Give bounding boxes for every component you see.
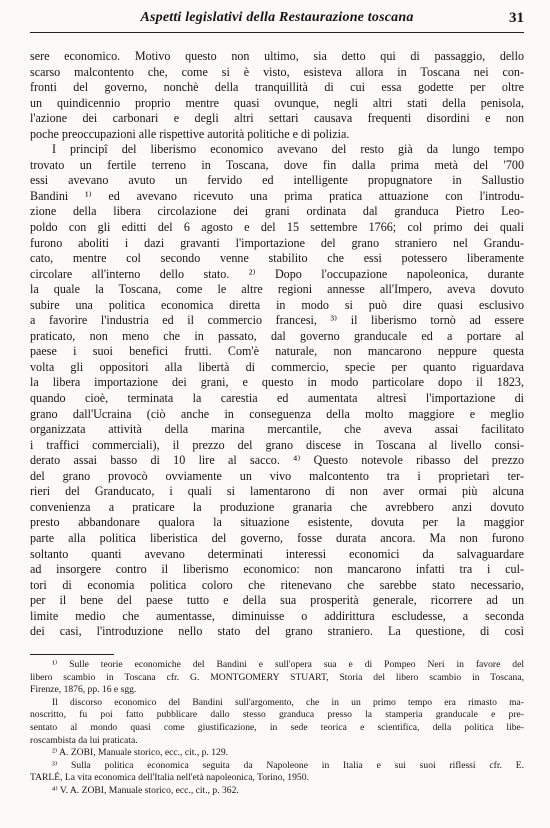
body-line: un quindicennio proprio mentre quasi ovunque, negli altri stati della penisola, xyxy=(30,95,524,110)
body-line: limite medio che aumentasse, diminuisse o addirittura escludesse, a seconda xyxy=(30,608,524,623)
body-line: parte alla politica liberistica del governo, fosse durata ancora. Ma non furono xyxy=(30,530,524,545)
body-line: a favorire l'industria ed il commercio francesi, ³⁾ il liberismo tornò ad essere xyxy=(30,313,524,328)
body-line: la quale la Toscana, come le altre regioni annesse all'Impero, aveva dovuto xyxy=(30,282,524,297)
footnote-line: TARLÉ, La vita economica dell'Italia nell'età napoleonica, Torino, 1950. xyxy=(30,772,309,784)
body-line: dei casi, l'introduzione nello stato del grano straniero. La questione, di così xyxy=(30,624,524,639)
footnote-line: Firenze, 1876, pp. 16 e sgg. xyxy=(30,684,137,696)
body-line: volta gli oppositori alla libertà di commercio, specie per quanto riguardava xyxy=(30,359,524,374)
footnote-line: ⁴⁾ V. A. ZOBI, Manuale storico, ecc., cit., p. 362. xyxy=(52,784,239,796)
body-line: convenienza a praticare la produzione granaria che avrebbero anzi dovuto xyxy=(30,499,524,514)
running-header xyxy=(30,8,524,32)
body-line: fronti del governo, nonchè della tranquillità di cui essa godette per oltre xyxy=(30,80,524,95)
page-number: 31 xyxy=(509,10,524,26)
body-line: presto abbandonare qualora la situazione esistente, dovuta per la maggior xyxy=(30,515,524,530)
body-line: tori di economia politica coloro che ritenevano che sarebbe stato necessario, xyxy=(30,577,524,592)
body-line: praticato, non meno che in passato, dal governo granducale ed a portare al xyxy=(30,328,524,343)
body-line: soltanto quanti avevano determinati interessi economici da salvaguardare xyxy=(30,546,524,561)
body-line: sere economico. Motivo questo non ultimo, sia detto qui di passaggio, dello xyxy=(30,49,524,63)
body-line: I principî del liberismo economico avevano del resto già da lungo tempo xyxy=(52,142,524,157)
body-line: zione della libera circolazione dei grani ordinata dal granduca Pietro Leo- xyxy=(30,204,524,219)
body-line: circolare all'interno dello stato. ²⁾ Dopo l'occupazione napoleonica, durante xyxy=(30,266,524,281)
body-line: grano dall'Ucraina (ciò anche in conseguenza della molto maggiore e meglio xyxy=(30,406,524,421)
footnote-rule xyxy=(30,654,114,655)
body-line: rieri del Granducato, i quali si lamentarono di non aver ormai più alcuna xyxy=(30,484,524,499)
body-line: trovato un fertile terreno in Toscana, dove fin dalla prima metà del '700 xyxy=(30,157,524,172)
footnote-line: roscambista da lui praticata. xyxy=(30,734,138,746)
body-line: paese i suoi benefici frutti. Com'è naturale, non mancarono neppure questa xyxy=(30,344,524,359)
body-line: ad insorgere contro il liberismo economico: non mancarono infatti tra i cul- xyxy=(30,562,524,577)
body-line: Bandini ¹⁾ ed avevano ricevuto una prima pratica attuazione con l'introdu- xyxy=(30,188,524,203)
footnote-line: sentato al mondo quasi come giustificazione, in sede teorica e scientifica, della politica libe- xyxy=(30,721,524,733)
body-line: essi avevano avuto un fervido ed intelligente propugnatore in Sallustio xyxy=(30,173,524,188)
footnote-text xyxy=(30,659,524,798)
running-title: Aspetti legislativi della Restaurazione toscana xyxy=(140,10,414,25)
body-line: organizzata attività della marina mercantile, che aveva assai facilitato xyxy=(30,422,524,437)
body-line: poldo con gli editti del 6 agosto e del 15 settembre 1766; col primo dei quali xyxy=(30,220,524,235)
page xyxy=(30,8,524,640)
body-line: per il bene del paese tutto e della sua prosperità generale, ricorrere ad un xyxy=(30,593,524,608)
body-line: cato, mentre col secondo venne stabilito che essi potessero liberamente xyxy=(30,251,524,266)
body-text xyxy=(30,49,524,640)
body-line: i traffici commerciali), il prezzo del grano discese in Toscana al livello consi- xyxy=(30,437,524,452)
footnote-line: ²⁾ A. ZOBI, Manuale storico, ecc., cit., p. 129. xyxy=(52,747,229,759)
body-line: l'azione dei carbonari e degli altri settari causava frequenti disordini e non xyxy=(30,111,524,126)
body-line: subire una politica economica diretta in modo si può dire quasi esclusivo xyxy=(30,297,524,312)
footnote-line: Il discorso economico del Bandini sull'argomento, che in un primo tempo era rimasto ma- xyxy=(52,696,524,708)
body-line: poche preoccupazioni alle rispettive autorità politiche e di polizia. xyxy=(30,126,350,141)
footnote-line: ³⁾ Sulla politica economica seguita da Napoleone in Italia e sui suoi riflessi cfr. E. xyxy=(52,759,524,771)
body-line: derato assai basso di 10 lire al sacco. ⁴⁾ Questo notevole ribasso del prezzo xyxy=(30,453,524,468)
body-line: quando cioè, terminata la carestia ed aumentata altresì l'importazione di xyxy=(30,391,524,406)
body-line: del grano provocò ovviamente un vivo malcontento tra i proprietari ter- xyxy=(30,468,524,483)
header-rule xyxy=(30,32,524,33)
footnote-line: libero scambio in Toscana cfr. G. MONTGOMERY STUART, Storia del libero scambio in Toscana, xyxy=(30,671,524,683)
footnotes xyxy=(30,654,524,798)
body-line: scarso malcontento che, come si è visto, esisteva allora in Toscana nei con- xyxy=(30,64,524,79)
body-line: la libera importazione dei grani, e questo in modo particolare dopo il 1823, xyxy=(30,375,524,390)
footnote-line: noscritto, fu poi fatto pubblicare dallo stesso granduca presso la stamperia granducale e pre- xyxy=(30,709,524,721)
footnote-line: ¹⁾ Sulle teorie economiche del Bandini e sull'opera sua e di Pompeo Neri in favore del xyxy=(52,659,524,670)
body-line: furono aboliti i dazi gravanti l'importazione del grano straniero nel Grandu- xyxy=(30,235,524,250)
